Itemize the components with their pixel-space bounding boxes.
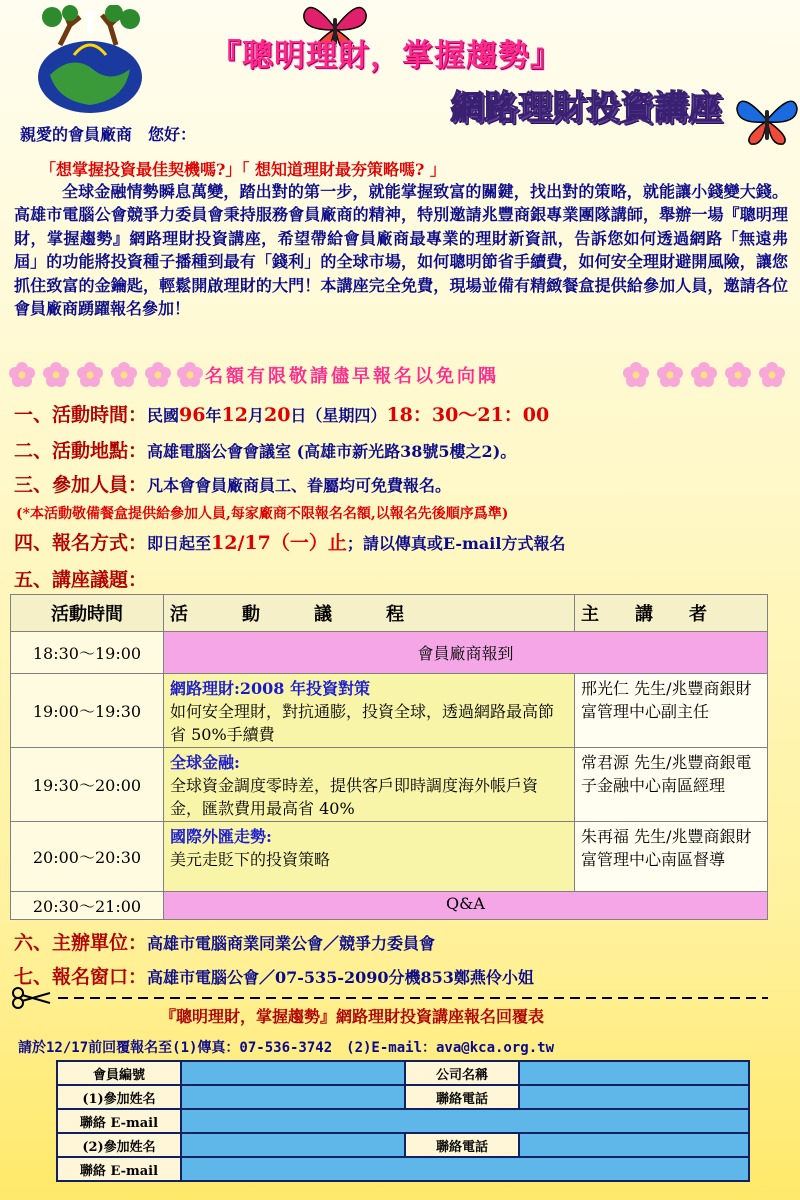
section-registration: [14, 528, 565, 555]
intro-paragraph: 全球金融情勢瞬息萬變，踏出對的第一步，就能掌握致富的關鍵，找出對的策略，就能讓小錢變大錢。高雄市電腦公會競爭力委員會秉持服務會員廠商的精神，特別邀請兆豐商銀專業團隊講師，舉辦一場『聰明理財，掌握趨勢』網路理財投資講座，希望帶給會員廠商最專業的理財新資訊，告訴您如何透過網路「無遠弗屆」的功能將投資種子播種到最有「錢利」的全球市場，如何聰明節省手續費，如何安全理財避開風險，讓您抓住致富的金鑰匙，輕鬆開啟理財的大門！本講座完全免費，現場並備有精緻餐盒提供給參加人員，邀請各位會員廠商踴躍報名參加！: [14, 182, 788, 319]
row-speaker: 常君源 先生/兆豐商銀電子金融中心南區經理: [575, 748, 768, 822]
section-label: 六、主辦單位：: [14, 932, 148, 954]
form-instructions: 請於12/17前回覆報名至(1)傳真：07-536-3742 (2)E-mail：ava@kca.org.tw: [18, 1040, 555, 1056]
row-speaker: 邢光仁 先生/兆豐商銀財富管理中心副主任: [575, 674, 768, 748]
company-field[interactable]: [519, 1061, 749, 1085]
header-speaker: 主 講 者: [575, 595, 768, 632]
row-desc: 全球資金調度零時差，提供客戶即時調度海外帳戶資金，匯款費用最高省 40%: [170, 776, 539, 818]
email-1-field[interactable]: [181, 1109, 749, 1133]
page-subtitle: 網路理財投資講座: [450, 88, 722, 128]
label-phone-1: 聯絡電話: [405, 1085, 519, 1109]
row-time: 19:30～20:00: [11, 748, 164, 822]
row-agenda: [164, 674, 575, 748]
table-row: [11, 892, 768, 920]
label-member-no: 會員編號: [57, 1061, 181, 1085]
globe-logo-icon: [30, 5, 150, 115]
section-label: 二、活動地點：: [14, 440, 148, 462]
label-email-2: 聯絡 E-mail: [57, 1157, 181, 1181]
member-no-field[interactable]: [181, 1061, 405, 1085]
date-year: 96: [179, 404, 206, 426]
row-topic: 網路理財:2008 年投資對策: [170, 679, 371, 698]
row-desc: 如何安全理財，對抗通膨，投資全球，透過網路最高節省 50%手續費: [170, 702, 555, 744]
section-time: [14, 400, 549, 427]
form-title: 『聰明理財，掌握趨勢』網路理財投資講座報名回覆表: [160, 1007, 545, 1026]
row-desc: Q&A: [164, 892, 768, 920]
notice-banner: 名額有限敬請儘早報名以免向隅: [205, 366, 499, 387]
date-day: 20: [263, 404, 291, 426]
reg-post: ；請以傳真或E-mail方式報名: [346, 534, 566, 553]
row-agenda: [164, 748, 575, 822]
contact-text: 高雄市電腦公會／07-535-2090分機853鄭燕伶小姐: [147, 968, 534, 987]
name-2-field[interactable]: [181, 1133, 405, 1157]
section-label: 三、參加人員：: [14, 474, 148, 496]
reg-pre: 即日起至: [147, 534, 212, 553]
row-topic: 全球金融:: [170, 753, 240, 772]
label-company: 公司名稱: [405, 1061, 519, 1085]
event-time: 18：30～21：00: [386, 404, 550, 426]
greeting: 親愛的會員廠商 您好：: [20, 125, 197, 144]
row-agenda: [164, 822, 575, 892]
header-time: 活動時間: [11, 595, 164, 632]
schedule-table: [10, 594, 768, 920]
name-1-field[interactable]: [181, 1085, 405, 1109]
page-title: 『聰明理財，掌握趨勢』: [210, 38, 562, 74]
section-organizer: [14, 928, 435, 955]
table-row: [11, 748, 768, 822]
email-2-field[interactable]: [181, 1157, 749, 1181]
intro-quote: 「想掌握投資最佳契機嗎?」「 想知道理財最夯策略嗎? 」: [40, 160, 446, 179]
label-phone-2: 聯絡電話: [405, 1133, 519, 1157]
phone-1-field[interactable]: [519, 1085, 749, 1109]
table-header-row: [11, 595, 768, 632]
header-agenda: 活 動 議 程: [164, 595, 575, 632]
date-day-unit: 日（星期四）: [290, 406, 387, 425]
section-label: 五、講座議題：: [14, 569, 148, 591]
venue-text: 高雄電腦公會會議室 (高雄市新光路38號5樓之2)。: [147, 442, 517, 461]
row-time: 20:00～20:30: [11, 822, 164, 892]
table-row: [11, 674, 768, 748]
date-year-unit: 年: [205, 406, 222, 425]
section-label: 四、報名方式：: [14, 532, 148, 554]
section-label: 一、活動時間：: [14, 404, 148, 426]
date-month: 12: [221, 404, 248, 426]
label-name-2: (2)參加姓名: [57, 1133, 181, 1157]
row-topic: 國際外匯走勢:: [170, 827, 272, 846]
section-label: 七、報名窗口：: [14, 966, 148, 988]
label-name-1: (1)參加姓名: [57, 1085, 181, 1109]
row-time: 18:30～19:00: [11, 632, 164, 674]
section-contact: [14, 962, 534, 989]
row-time: 20:30～21:00: [11, 892, 164, 920]
organizer-text: 高雄市電腦商業同業公會／競爭力委員會: [147, 934, 436, 953]
section-venue: [14, 436, 516, 463]
row-desc: 會員廠商報到: [164, 632, 768, 674]
table-row: [11, 632, 768, 674]
row-speaker: 朱再福 先生/兆豐商銀財富管理中心南區督導: [575, 822, 768, 892]
date-month-unit: 月: [247, 406, 264, 425]
participants-text: 凡本會會員廠商員工、眷屬均可免費報名。: [147, 476, 452, 495]
label-email-1: 聯絡 E-mail: [57, 1109, 181, 1133]
row-time: 19:00～19:30: [11, 674, 164, 748]
table-row: [11, 822, 768, 892]
reg-deadline: 12/17（一）止: [211, 532, 347, 554]
section-participants: [14, 470, 451, 497]
date-prefix: 民國: [147, 406, 180, 425]
meal-note: (*本活動敬備餐盒提供給參加人員,每家廠商不限報名名額,以報名先後順序爲準): [16, 506, 509, 522]
section-topics: [14, 565, 147, 592]
row-desc: 美元走貶下的投資策略: [170, 850, 331, 869]
phone-2-field[interactable]: [519, 1133, 749, 1157]
scissors-icon: [13, 988, 50, 1008]
butterfly-icon: [735, 92, 799, 148]
registration-form: [56, 1060, 750, 1182]
